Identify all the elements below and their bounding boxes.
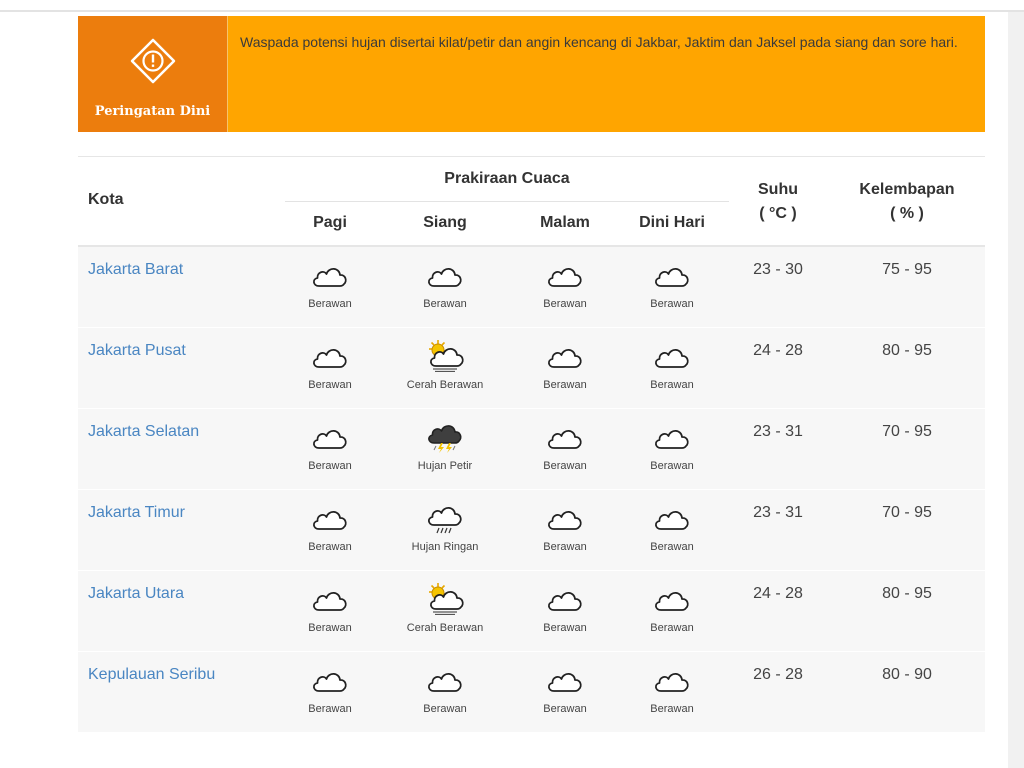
forecast-cell-pagi: [285, 500, 375, 553]
cloud-icon: [543, 419, 587, 453]
temperature-value: 24 - 28: [753, 585, 803, 602]
forecast-label: Hujan Ringan: [411, 541, 479, 553]
thunderstorm-icon: [423, 419, 467, 453]
cloud-icon: [423, 662, 467, 696]
forecast-cell-siang: [388, 581, 502, 634]
header-kelembapan-label: Kelembapan: [859, 181, 955, 198]
forecast-label: Berawan: [308, 298, 352, 310]
temperature-value: 23 - 31: [753, 504, 803, 521]
header-kelembapan-unit: ( % ): [890, 205, 924, 222]
humidity-value: 80 - 95: [882, 342, 932, 359]
forecast-label: Berawan: [308, 622, 352, 634]
cloud-icon: [308, 338, 352, 372]
city-link[interactable]: Jakarta Selatan: [88, 423, 200, 440]
forecast-label: Berawan: [543, 541, 587, 553]
table-row: [78, 328, 985, 409]
cloud-icon: [650, 500, 694, 534]
city-link[interactable]: Jakarta Pusat: [88, 342, 186, 359]
header-siang: Siang: [423, 214, 467, 231]
humidity-value: 80 - 90: [882, 666, 932, 683]
forecast-cell-malam: [515, 500, 615, 553]
header-suhu: [728, 178, 828, 226]
forecast-header-divider: [285, 201, 729, 202]
temperature-value: 24 - 28: [753, 342, 803, 359]
header-prakiraan-cuaca: Prakiraan Cuaca: [444, 170, 570, 187]
forecast-label: Berawan: [543, 460, 587, 472]
forecast-cell-siang: [388, 662, 502, 715]
forecast-cell-dini-hari: [622, 581, 722, 634]
city-link[interactable]: Jakarta Timur: [88, 504, 185, 521]
forecast-cell-pagi: [285, 419, 375, 472]
forecast-label: Berawan: [308, 541, 352, 553]
cloud-icon: [543, 662, 587, 696]
forecast-cell-dini-hari: [622, 419, 722, 472]
forecast-cell-siang: [388, 257, 502, 310]
forecast-label: Berawan: [423, 298, 467, 310]
warning-title: Peringatan Dini: [94, 104, 211, 119]
forecast-cell-dini-hari: [622, 500, 722, 553]
table-row: [78, 652, 985, 733]
forecast-cell-malam: [515, 662, 615, 715]
forecast-label: Berawan: [650, 703, 694, 715]
forecast-label: Berawan: [650, 379, 694, 391]
forecast-cell-dini-hari: [622, 662, 722, 715]
forecast-cell-siang: [388, 419, 502, 472]
forecast-label: Berawan: [543, 298, 587, 310]
page-top-border: [0, 10, 1024, 12]
sun-cloud-icon: [423, 581, 467, 615]
forecast-cell-malam: [515, 581, 615, 634]
forecast-label: Cerah Berawan: [406, 379, 484, 391]
cloud-icon: [308, 500, 352, 534]
warning-diamond-icon: [130, 38, 176, 84]
forecast-label: Berawan: [650, 460, 694, 472]
header-suhu-label: Suhu: [758, 181, 798, 198]
scrollbar-track[interactable]: [1008, 12, 1024, 768]
forecast-label: Berawan: [650, 298, 694, 310]
forecast-label: Berawan: [543, 703, 587, 715]
forecast-cell-siang: [388, 500, 502, 553]
table-top-border: [78, 156, 985, 157]
header-pagi: Pagi: [313, 214, 347, 231]
humidity-value: 75 - 95: [882, 261, 932, 278]
humidity-value: 70 - 95: [882, 423, 932, 440]
header-dini-hari: Dini Hari: [639, 214, 705, 231]
cloud-icon: [543, 257, 587, 291]
city-link[interactable]: Jakarta Barat: [88, 261, 184, 278]
cloud-icon: [650, 257, 694, 291]
forecast-cell-dini-hari: [622, 257, 722, 310]
forecast-label: Berawan: [423, 703, 467, 715]
header-suhu-unit: ( °C ): [759, 205, 797, 222]
forecast-label: Berawan: [308, 703, 352, 715]
header-kelembapan: [848, 178, 966, 226]
temperature-value: 26 - 28: [753, 666, 803, 683]
cloud-icon: [308, 662, 352, 696]
light-rain-icon: [423, 500, 467, 534]
weather-forecast-table: [78, 156, 985, 732]
cloud-icon: [308, 257, 352, 291]
table-row: [78, 247, 985, 328]
forecast-cell-pagi: [285, 257, 375, 310]
cloud-icon: [543, 581, 587, 615]
cloud-icon: [543, 338, 587, 372]
city-link[interactable]: Jakarta Utara: [88, 585, 185, 602]
cloud-icon: [423, 257, 467, 291]
forecast-cell-malam: [515, 419, 615, 472]
cloud-icon: [650, 662, 694, 696]
header-malam: Malam: [540, 214, 590, 231]
table-row: [78, 409, 985, 490]
forecast-cell-siang: [388, 338, 502, 391]
forecast-label: Berawan: [308, 379, 352, 391]
warning-text: Waspada potensi hujan disertai kilat/petir dan angin kencang di Jakbar, Jaktim dan Jaksel pada siang dan sore hari.: [240, 34, 958, 50]
humidity-value: 80 - 95: [882, 585, 932, 602]
city-link[interactable]: Kepulauan Seribu: [88, 666, 216, 683]
humidity-value: 70 - 95: [882, 504, 932, 521]
table-row: [78, 490, 985, 571]
temperature-value: 23 - 30: [753, 261, 803, 278]
cloud-icon: [650, 338, 694, 372]
sun-cloud-icon: [423, 338, 467, 372]
forecast-cell-pagi: [285, 662, 375, 715]
warning-divider: [227, 16, 228, 132]
forecast-label: Hujan Petir: [417, 460, 473, 472]
forecast-cell-malam: [515, 257, 615, 310]
forecast-label: Berawan: [543, 379, 587, 391]
forecast-cell-pagi: [285, 581, 375, 634]
cloud-icon: [308, 419, 352, 453]
cloud-icon: [308, 581, 352, 615]
early-warning-banner: [78, 16, 985, 132]
forecast-label: Cerah Berawan: [406, 622, 484, 634]
forecast-label: Berawan: [543, 622, 587, 634]
forecast-cell-malam: [515, 338, 615, 391]
cloud-icon: [543, 500, 587, 534]
forecast-cell-pagi: [285, 338, 375, 391]
warning-header: [78, 16, 227, 132]
forecast-cell-dini-hari: [622, 338, 722, 391]
header-kota: Kota: [88, 191, 124, 208]
cloud-icon: [650, 419, 694, 453]
forecast-label: Berawan: [650, 622, 694, 634]
table-row: [78, 571, 985, 652]
forecast-label: Berawan: [650, 541, 694, 553]
cloud-icon: [650, 581, 694, 615]
temperature-value: 23 - 31: [753, 423, 803, 440]
forecast-label: Berawan: [308, 460, 352, 472]
